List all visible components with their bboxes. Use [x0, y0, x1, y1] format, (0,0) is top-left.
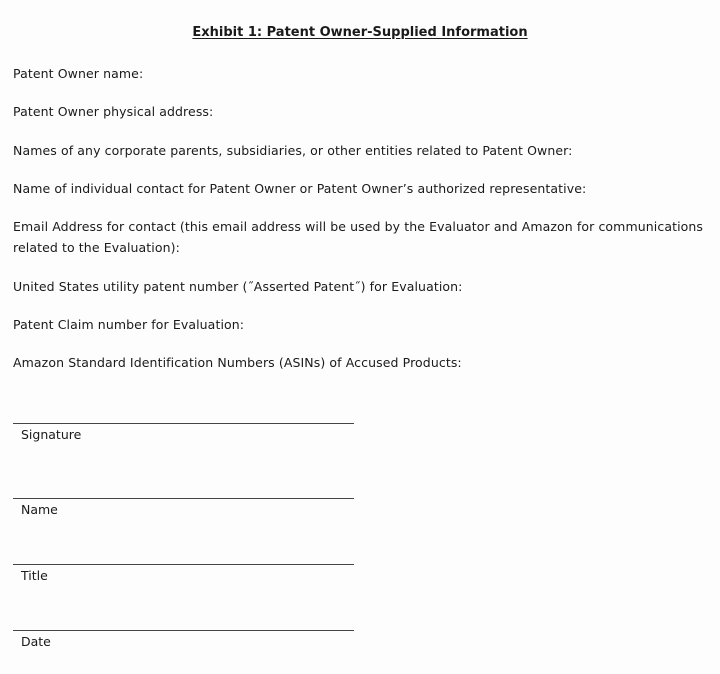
- field-individual-contact: Name of individual contact for Patent Owner or Patent Owner’s authorized representative:: [13, 181, 587, 196]
- field-related-entities: Names of any corporate parents, subsidiaries, or other entities related to Patent Owner:: [13, 143, 573, 158]
- field-patent-owner-address: Patent Owner physical address:: [13, 104, 214, 119]
- date-line[interactable]: [13, 630, 354, 631]
- title-line[interactable]: [13, 564, 354, 565]
- field-patent-owner-name: Patent Owner name:: [13, 66, 144, 81]
- date-label: Date: [21, 634, 51, 649]
- field-asins: Amazon Standard Identification Numbers (ASINs) of Accused Products:: [13, 355, 462, 370]
- page-title: Exhibit 1: Patent Owner-Supplied Information: [192, 25, 528, 40]
- title-label: Title: [21, 568, 48, 583]
- name-label: Name: [21, 502, 58, 517]
- field-patent-claim-number: Patent Claim number for Evaluation:: [13, 317, 245, 332]
- signature-label: Signature: [21, 427, 82, 442]
- field-asserted-patent-number: United States utility patent number (˝Asserted Patent˝) for Evaluation:: [13, 279, 463, 294]
- signature-line[interactable]: [13, 423, 354, 424]
- field-email-address: Email Address for contact (this email address will be used by the Evaluator and Amazon for communications related to the Evaluation):: [13, 219, 704, 255]
- name-line[interactable]: [13, 498, 354, 499]
